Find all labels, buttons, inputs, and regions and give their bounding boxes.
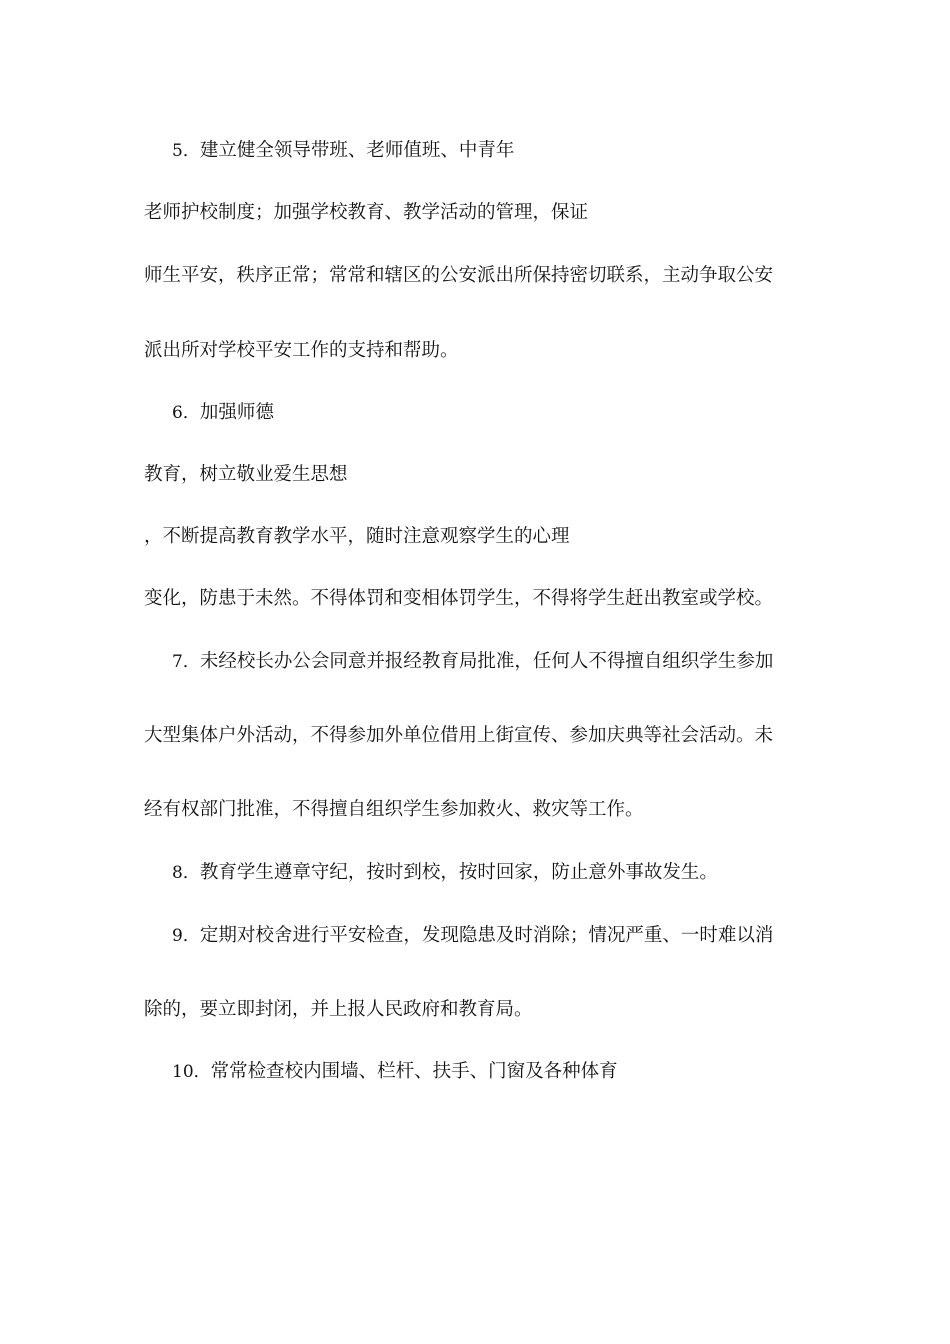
paragraph-6-line-2 (144, 463, 348, 487)
paragraph-7-line-1 (172, 650, 773, 674)
line-text: 未经校长办公会同意并报经教育局批准，任何人不得擅自组织学生参加 (199, 651, 774, 672)
paragraph-7-line-3 (144, 798, 644, 822)
paragraph-10-line-1 (172, 1060, 618, 1084)
line-text: 建立健全领导带班、老师值班、中青年 (199, 140, 515, 161)
line-text: 经有权部门批准，不得擅自组织学生参加救火、救灾等工作。 (144, 799, 644, 820)
item-number: 8． (172, 863, 200, 883)
paragraph-5-line-1 (172, 139, 514, 163)
line-text: 师生平安，秩序正常；常常和辖区的公安派出所保持密切联系，主动争取公安 (144, 265, 774, 286)
paragraph-8-line-1 (172, 861, 718, 885)
line-text: 变化，防患于未然。不得体罚和变相体罚学生，不得将学生赶出教室或学校。 (144, 588, 774, 609)
line-text: 派出所对学校平安工作的支持和帮助。 (144, 340, 459, 361)
paragraph-6-line-4 (144, 587, 773, 611)
paragraph-5-line-4 (144, 339, 459, 363)
paragraph-5-line-3 (144, 264, 773, 288)
line-text: 定期对校舍进行平安检查，发现隐患及时消除；情况严重、一时难以消 (199, 925, 774, 946)
line-text: 常常检查校内围墙、栏杆、扶手、门窗及各种体育 (210, 1061, 618, 1082)
line-text: ，不断提高教育教学水平，随时注意观察学生的心理 (144, 526, 570, 547)
line-text: 大型集体户外活动，不得参加外单位借用上街宣传、参加庆典等社会活动。未 (144, 725, 774, 746)
item-number: 9． (172, 926, 200, 946)
paragraph-5-line-2 (144, 201, 588, 225)
line-text: 除的，要立即封闭，并上报人民政府和教育局。 (144, 999, 533, 1020)
line-text: 加强师德 (199, 402, 274, 423)
item-number: 10． (172, 1062, 211, 1082)
paragraph-6-line-1 (172, 401, 274, 425)
item-number: 5． (172, 141, 200, 161)
paragraph-7-line-2 (144, 724, 773, 748)
paragraph-6-line-3 (144, 525, 570, 549)
line-text: 老师护校制度；加强学校教育、教学活动的管理，保证 (144, 202, 589, 223)
item-number: 6． (172, 403, 200, 423)
line-text: 教育学生遵章守纪，按时到校，按时回家，防止意外事故发生。 (199, 862, 718, 883)
item-number: 7． (172, 652, 200, 672)
paragraph-9-line-2 (144, 998, 533, 1022)
line-text: 教育，树立敬业爱生思想 (144, 464, 348, 485)
paragraph-9-line-1 (172, 924, 773, 948)
